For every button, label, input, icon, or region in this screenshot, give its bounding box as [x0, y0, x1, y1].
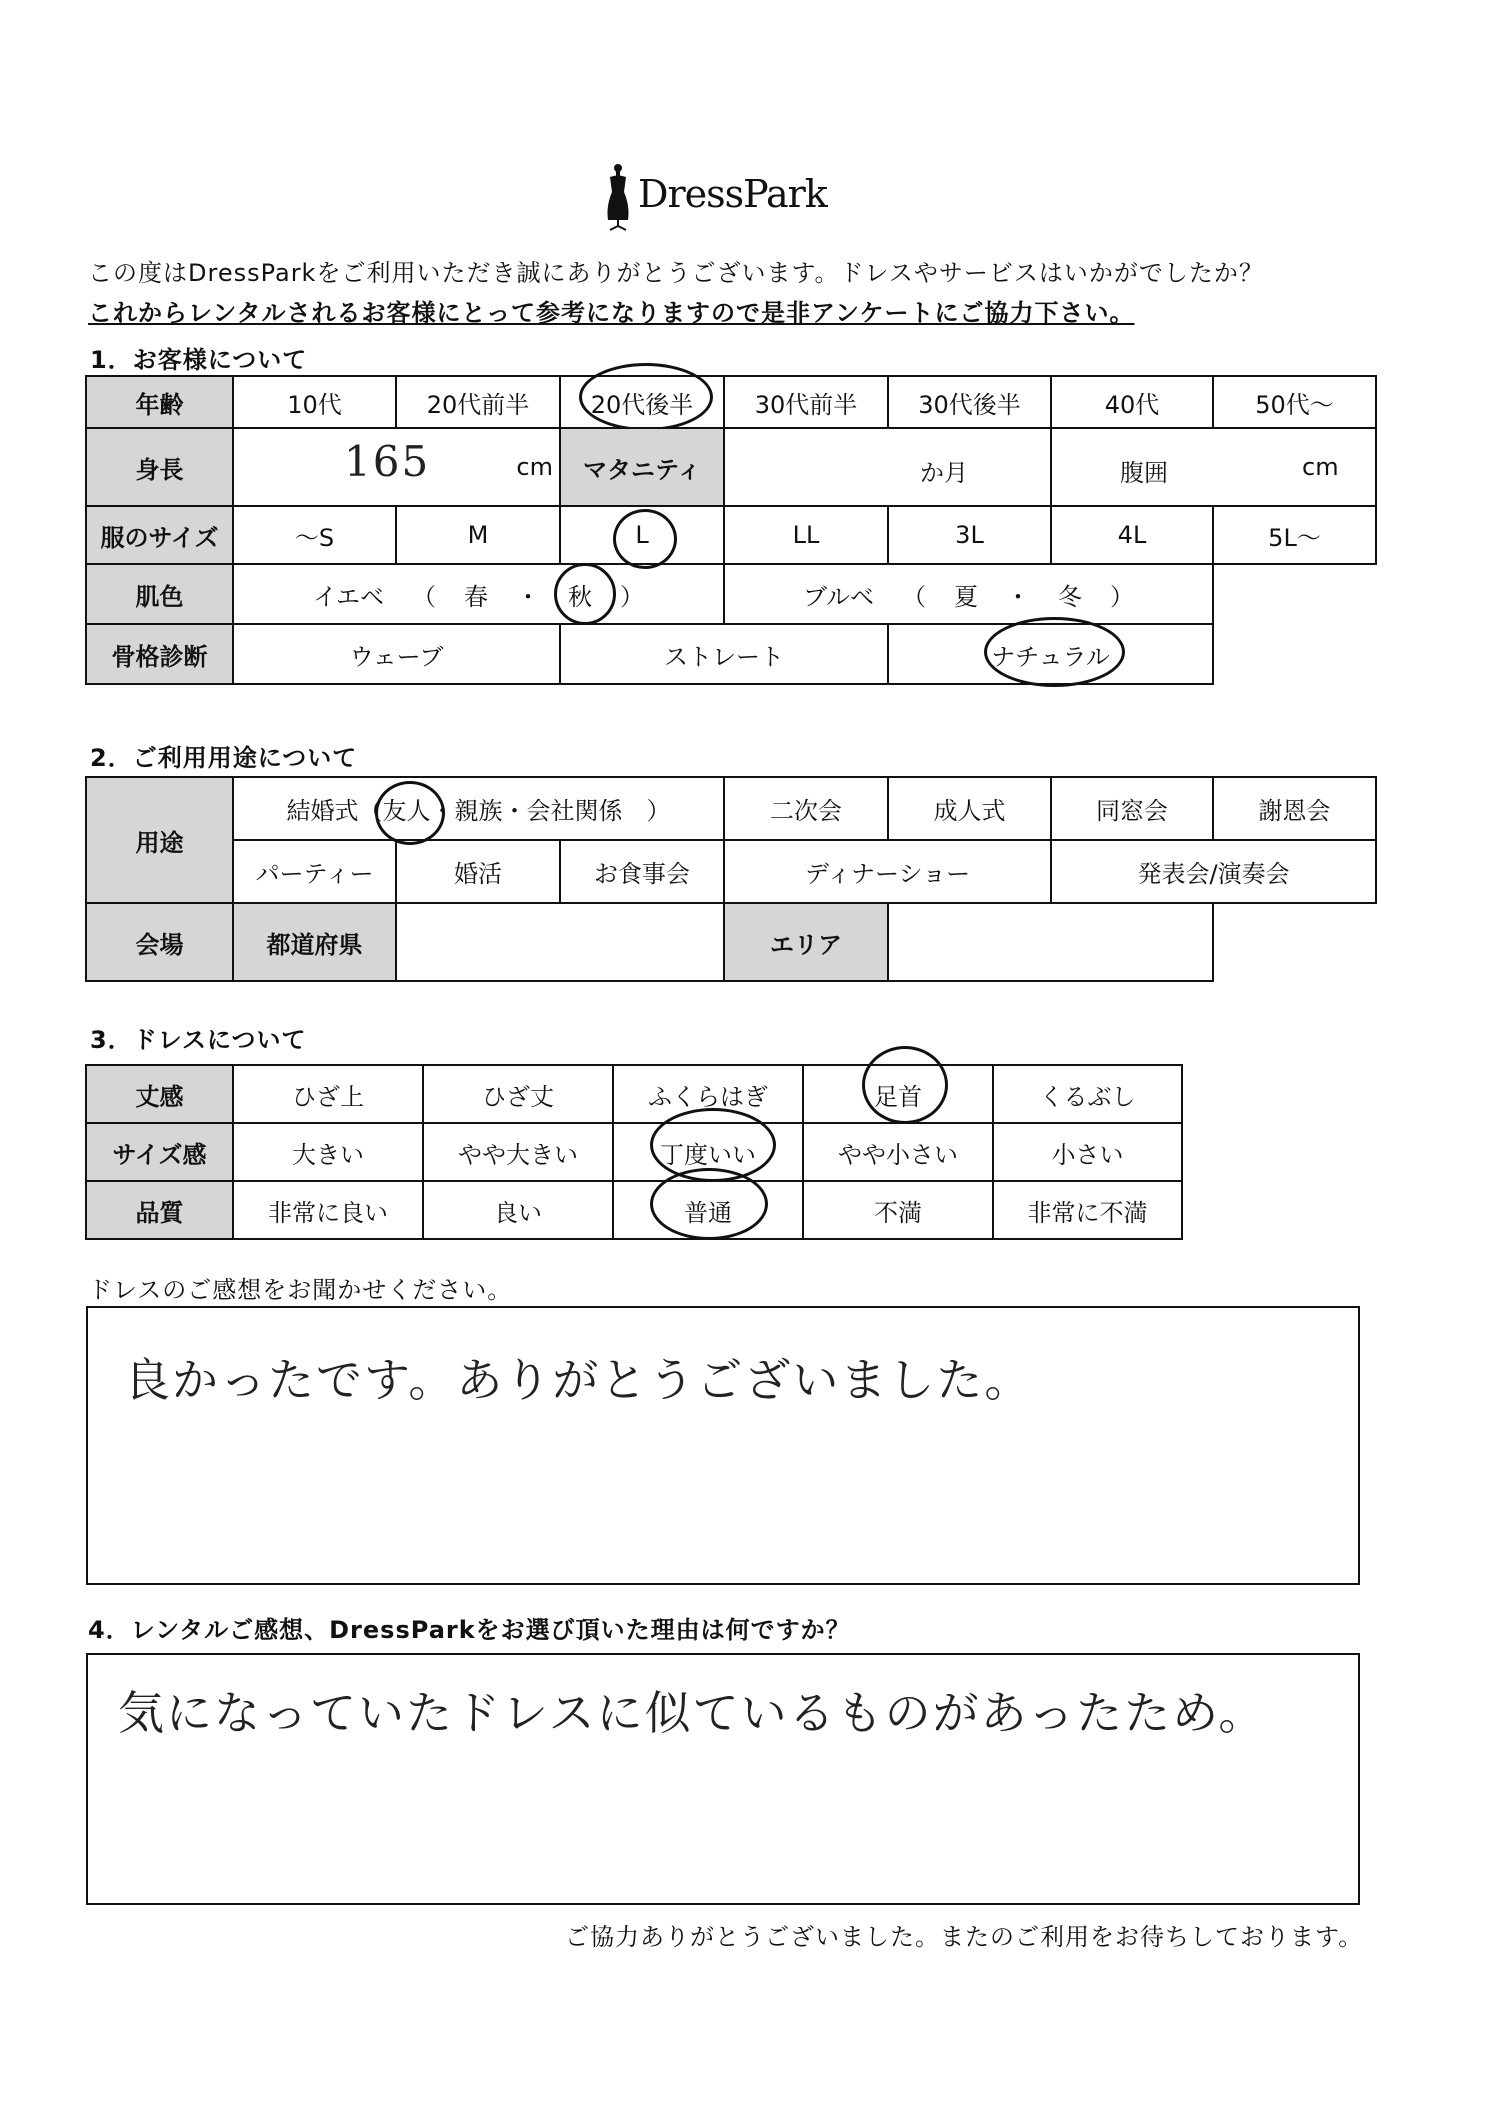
quality-option[interactable]: 不満: [803, 1181, 993, 1239]
fit-option[interactable]: やや小さい: [803, 1123, 993, 1181]
quality-option[interactable]: 非常に不満: [993, 1181, 1182, 1239]
bone-option[interactable]: ストレート: [560, 624, 888, 684]
age-option[interactable]: 10代: [233, 376, 396, 428]
usage-option[interactable]: 婚活: [396, 840, 560, 903]
intro-line-1: この度はDressParkをご利用いただき誠にありがとうございます。ドレスやサービスはいかがでしたか？: [88, 259, 1264, 287]
maternity-months-field[interactable]: [724, 428, 1051, 506]
empty-cell: [1213, 903, 1376, 981]
close-paren: ）: [1110, 582, 1135, 611]
age-option[interactable]: 30代後半: [888, 376, 1051, 428]
usage-option[interactable]: 同窓会: [1051, 777, 1213, 840]
prefecture-label: 都道府県: [233, 903, 396, 981]
usage-option[interactable]: お食事会: [560, 840, 724, 903]
section-1-title: 1．お客様について: [90, 346, 308, 374]
height-unit: cm: [516, 453, 553, 481]
impression-box[interactable]: [86, 1306, 1360, 1585]
area-field[interactable]: [888, 903, 1213, 981]
size-option-label: L: [635, 521, 649, 549]
dress-table: [85, 1064, 1183, 1240]
size-option-selected[interactable]: [560, 506, 724, 564]
wedding-option[interactable]: [233, 777, 724, 840]
length-option[interactable]: くるぶし: [993, 1065, 1182, 1123]
customer-table: [85, 375, 1377, 685]
fit-option[interactable]: 小さい: [993, 1123, 1182, 1181]
friend-option-selected[interactable]: [383, 797, 431, 825]
usage-table: [85, 776, 1377, 982]
bone-option-label: ナチュラル: [991, 642, 1110, 671]
venue-label: 会場: [86, 903, 233, 981]
length-option[interactable]: ひざ上: [233, 1065, 423, 1123]
usage-label: 用途: [86, 777, 233, 903]
close-paren: ）: [620, 582, 645, 611]
usage-option[interactable]: ディナーショー: [724, 840, 1051, 903]
bone-option[interactable]: ウェーブ: [233, 624, 560, 684]
height-value: 165: [344, 437, 431, 486]
fit-option-selected[interactable]: [613, 1123, 803, 1181]
age-label: 年齢: [86, 376, 233, 428]
spring-option[interactable]: 春: [464, 582, 489, 611]
size-option[interactable]: ～S: [233, 506, 396, 564]
winter-option[interactable]: 冬: [1058, 582, 1083, 611]
waist-field[interactable]: [1051, 428, 1376, 506]
length-option[interactable]: ふくらはぎ: [613, 1065, 803, 1123]
skin-yellow-option[interactable]: [233, 564, 724, 624]
fit-option[interactable]: やや大きい: [423, 1123, 613, 1181]
intro-line-2: これからレンタルされるお客様にとって参考になりますので是非アンケートにご協力下さい。: [88, 299, 1135, 327]
skin-blue-option[interactable]: [724, 564, 1213, 624]
waist-label: 腹囲: [1120, 459, 1168, 487]
skin-label: 肌色: [86, 564, 233, 624]
wedding-prefix: 結婚式（: [286, 797, 383, 825]
prefecture-field[interactable]: [396, 903, 724, 981]
bone-option-selected[interactable]: [888, 624, 1213, 684]
length-option-selected[interactable]: [803, 1065, 993, 1123]
size-option[interactable]: 4L: [1051, 506, 1213, 564]
blue-base-label: ブルベ: [802, 582, 875, 611]
length-option-label: 足首: [874, 1082, 922, 1111]
quality-option-selected[interactable]: [613, 1181, 803, 1239]
empty-cell: [1213, 624, 1376, 684]
usage-option[interactable]: パーティー: [233, 840, 396, 903]
height-label: 身長: [86, 428, 233, 506]
fit-label: サイズ感: [86, 1123, 233, 1181]
size-option[interactable]: M: [396, 506, 560, 564]
size-label: 服のサイズ: [86, 506, 233, 564]
waist-unit: cm: [1302, 453, 1339, 481]
friend-option-label: 友人: [382, 797, 431, 825]
usage-option[interactable]: 発表会/演奏会: [1051, 840, 1376, 903]
dresspark-logo: [600, 160, 840, 235]
age-option[interactable]: 50代～: [1213, 376, 1376, 428]
reason-box[interactable]: [86, 1653, 1360, 1905]
open-paren: （: [412, 582, 437, 611]
size-option[interactable]: LL: [724, 506, 888, 564]
age-option[interactable]: 30代前半: [724, 376, 888, 428]
quality-option-label: 普通: [684, 1198, 732, 1227]
usage-option[interactable]: 謝恩会: [1213, 777, 1376, 840]
dot-separator: ・: [1006, 582, 1031, 611]
impression-prompt: ドレスのご感想をお聞かせください。: [88, 1276, 513, 1304]
area-label: エリア: [724, 903, 888, 981]
usage-option[interactable]: 二次会: [724, 777, 888, 840]
size-option[interactable]: 3L: [888, 506, 1051, 564]
section-4-title: 4．レンタルご感想、DressParkをお選び頂いた理由は何ですか？: [88, 1616, 851, 1644]
quality-label: 品質: [86, 1181, 233, 1239]
age-option[interactable]: 40代: [1051, 376, 1213, 428]
quality-option[interactable]: 良い: [423, 1181, 613, 1239]
impression-answer: 良かったです。ありがとうございました。: [124, 1353, 1033, 1407]
open-paren: （: [902, 582, 927, 611]
reason-answer: 気になっていたドレスに似ているものがあったため。: [118, 1686, 1267, 1740]
quality-option[interactable]: 非常に良い: [233, 1181, 423, 1239]
logo-text: DressPark: [638, 172, 827, 216]
fit-option-label: 丁度いい: [660, 1140, 756, 1169]
length-label: 丈感: [86, 1065, 233, 1123]
wedding-rest: ・親族・会社関係 ）: [430, 797, 671, 825]
size-option[interactable]: 5L～: [1213, 506, 1376, 564]
yellow-base-label: イエベ: [312, 582, 385, 611]
summer-option[interactable]: 夏: [954, 582, 979, 611]
maternity-label: マタニティ: [560, 428, 724, 506]
months-unit: か月: [920, 459, 968, 487]
usage-option[interactable]: 成人式: [888, 777, 1051, 840]
bone-label: 骨格診断: [86, 624, 233, 684]
footer-thanks: ご協力ありがとうございました。またのご利用をお待ちしております。: [565, 1923, 1364, 1951]
fit-option[interactable]: 大きい: [233, 1123, 423, 1181]
length-option[interactable]: ひざ丈: [423, 1065, 613, 1123]
autumn-option-selected[interactable]: [568, 577, 592, 612]
height-field[interactable]: [233, 428, 560, 506]
section-3-title: 3．ドレスについて: [90, 1026, 307, 1054]
age-option-label: 20代後半: [590, 390, 694, 419]
section-2-title: 2．ご利用用途について: [90, 744, 358, 772]
autumn-option-label: 秋: [568, 582, 593, 611]
dress-icon: [600, 160, 636, 232]
age-option-selected[interactable]: [560, 376, 724, 428]
empty-cell: [1213, 564, 1376, 624]
age-option[interactable]: 20代前半: [396, 376, 560, 428]
dot-separator: ・: [516, 582, 541, 611]
